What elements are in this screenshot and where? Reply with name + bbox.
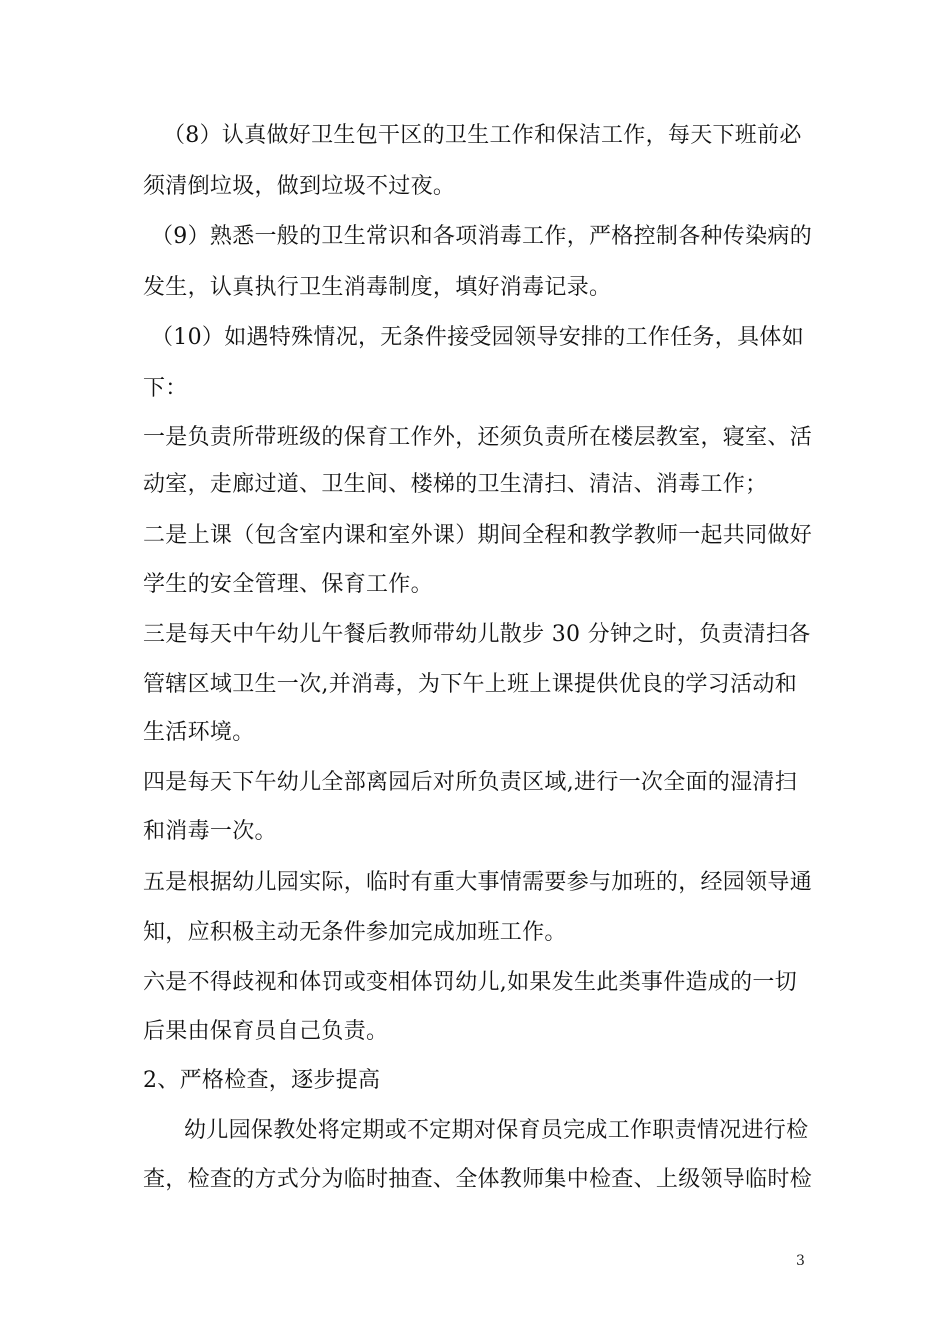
paragraph-9-line-1: （9）熟悉一般的卫生常识和各项消毒工作，严格控制各种传染病的	[151, 224, 812, 249]
item-five-line-2: 知，应积极主动无条件参加完成加班工作。	[143, 920, 567, 945]
page-number: 3	[796, 1253, 805, 1269]
item-two-line-1: 二是上课（包含室内课和室外课）期间全程和教学教师一起共同做好	[143, 523, 813, 548]
paragraph-9-line-2: 发生，认真执行卫生消毒制度，填好消毒记录。	[143, 275, 612, 300]
paragraph-10-line-1: （10）如遇特殊情况，无条件接受园领导安排的工作任务，具体如	[151, 325, 804, 350]
item-two-line-2: 学生的安全管理、保育工作。	[143, 572, 433, 597]
item-five-line-1: 五是根据幼儿园实际，临时有重大事情需要参与加班的，经园领导通	[143, 870, 813, 895]
item-three-line-3: 生活环境。	[143, 720, 255, 745]
item-six-line-2: 后果由保育员自己负责。	[143, 1019, 389, 1044]
item-four-line-1: 四是每天下午幼儿全部离园后对所负责区域,进行一次全面的湿清扫	[143, 770, 797, 795]
inspection-paragraph-line-2: 查，检查的方式分为临时抽查、全体教师集中检查、上级领导临时检	[143, 1167, 813, 1192]
item-one-line-1: 一是负责所带班级的保育工作外，还须负责所在楼层教室，寝室、活	[143, 425, 813, 450]
item-four-line-2: 和消毒一次。	[143, 819, 277, 844]
item-one-line-2: 动室，走廊过道、卫生间、楼梯的卫生清扫、清洁、消毒工作；	[143, 472, 768, 497]
item-three-line-1: 三是每天中午幼儿午餐后教师带幼儿散步 30 分钟之时，负责清扫各	[143, 622, 811, 647]
section-heading-2: 2、严格检查，逐步提高	[143, 1068, 381, 1093]
paragraph-8-line-2: 须清倒垃圾，做到垃圾不过夜。	[143, 174, 456, 199]
item-three-line-2: 管辖区域卫生一次,并消毒，为下午上班上课提供优良的学习活动和	[143, 672, 797, 697]
paragraph-8-line-1: （8）认真做好卫生包干区的卫生工作和保洁工作，每天下班前必	[163, 123, 802, 148]
item-six-line-1: 六是不得歧视和体罚或变相体罚幼儿,如果发生此类事件造成的一切	[143, 970, 797, 995]
inspection-paragraph-line-1: 幼儿园保教处将定期或不定期对保育员完成工作职责情况进行检	[184, 1118, 809, 1143]
paragraph-10-line-2: 下：	[143, 376, 188, 401]
